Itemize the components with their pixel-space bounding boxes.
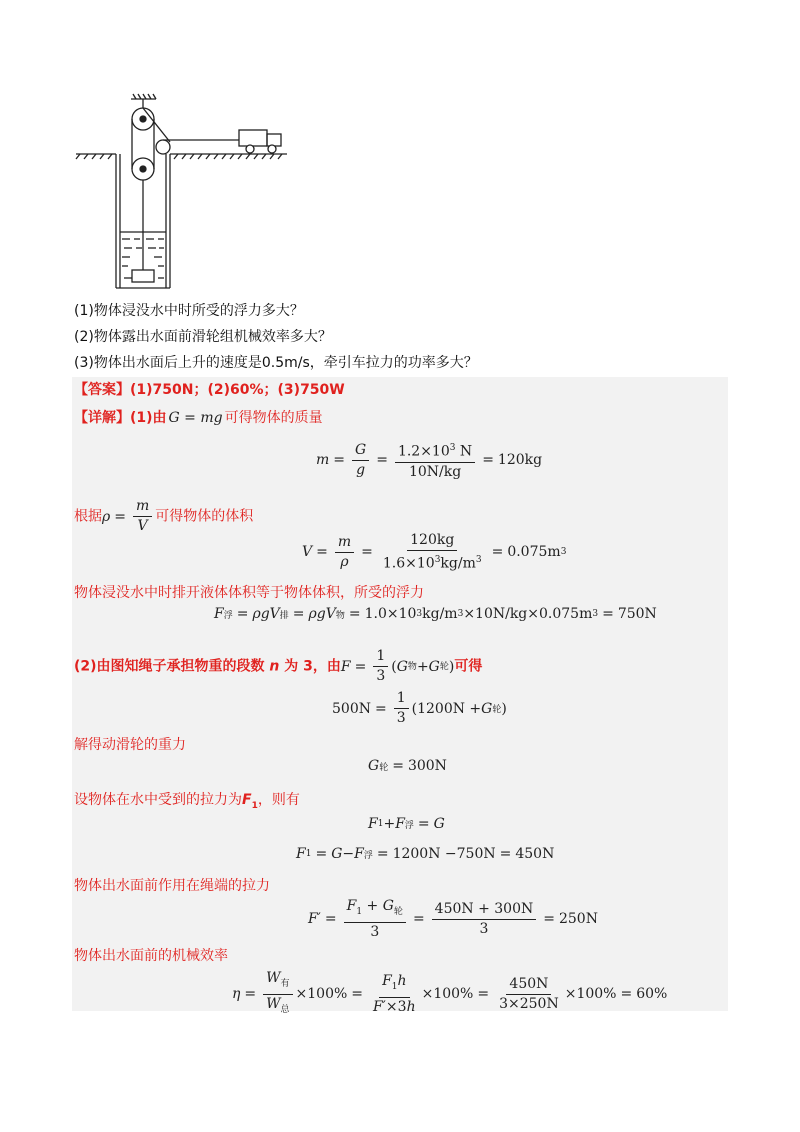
- formula-force: F = $\frac{1}{3}$ ( G 物 + G 轮 ): [340, 648, 455, 684]
- answer-text: (1)750N；(2)60%；(3)750W: [130, 382, 345, 398]
- pulley-weight-text: 解得动滑轮的重力: [74, 737, 186, 753]
- tension-text: 设物体在水中受到的拉力为$F_1$，则有: [74, 792, 300, 811]
- question-2: (2)物体露出水面前滑轮组机械效率多大？: [74, 329, 332, 345]
- answer-line: [74, 380, 345, 400]
- question-3: (3)物体出水面后上升的速度是0.5m/s，牵引车拉力的功率多大？: [74, 355, 478, 371]
- question-1: (1)物体浸没水中时所受的浮力多大？: [74, 303, 304, 319]
- detail-line-step2: (2)由图知绳子承担物重的段数 n 为 3，由 F = $\frac{1}{3}$ ( G 物 + G 轮 )可得: [74, 648, 483, 684]
- equation-efficiency: η = $\frac{W_有}{W_总}$ ×100% = $\frac{F_1h}{F'\times 3h}$ ×100% = $\frac{450N}{3\times 250N}$ ×100% = 60%: [232, 970, 668, 1015]
- equation-force-balance: F 1 + F 浮 = G: [368, 816, 445, 832]
- equation-buoyancy: F 浮 = ρgV 排 = ρgV 物 = 1.0×10 3 kg/m 3 ×10N/kg×0.075m 3 = 750N: [214, 606, 657, 622]
- rope-force-text: 物体出水面前作用在绳端的拉力: [74, 878, 270, 894]
- answer-label: 【答案】: [74, 382, 130, 398]
- equation-f1: F 1 = G − F 浮 = 1200N −750N = 450N: [296, 846, 555, 862]
- pulley-diagram: [74, 92, 289, 292]
- formula-rho: ρ = $\frac{m}{V}$: [102, 498, 155, 535]
- formula-g-mg: G = mg: [168, 410, 223, 426]
- equation-volume: V = $\frac{m}{\rho}$ = $\frac{120kg}{1.6\times 10^3kg/m^3}$ = 0.075m 3: [302, 532, 567, 572]
- equation-pulley-weight: G 轮 = 300N: [368, 758, 447, 774]
- detail-line-rho: 根据 ρ = $\frac{m}{V}$ 可得物体的体积: [74, 498, 254, 534]
- equation-500n: 500N = $\frac{1}{3}$ (1200N + G 轮 ): [332, 690, 507, 726]
- efficiency-text: 物体出水面前的机械效率: [74, 948, 228, 964]
- equation-rope-force: F ′ = $\frac{F_1 + G_轮}{3}$ = $\frac{450N + 300N}{3}$ = 250N: [308, 898, 598, 940]
- buoyancy-text: 物体浸没水中时排开液体体积等于物体体积，所受的浮力: [74, 585, 424, 601]
- equation-mass: m = $\frac{G}{g}$ = $\frac{1.2\times 10^3 N}{10N/kg}$ = 120kg: [316, 441, 543, 480]
- detail-label: 【详解】: [74, 410, 130, 426]
- detail-line-1: 【详解】(1)由 G = mg 可得物体的质量: [74, 410, 323, 426]
